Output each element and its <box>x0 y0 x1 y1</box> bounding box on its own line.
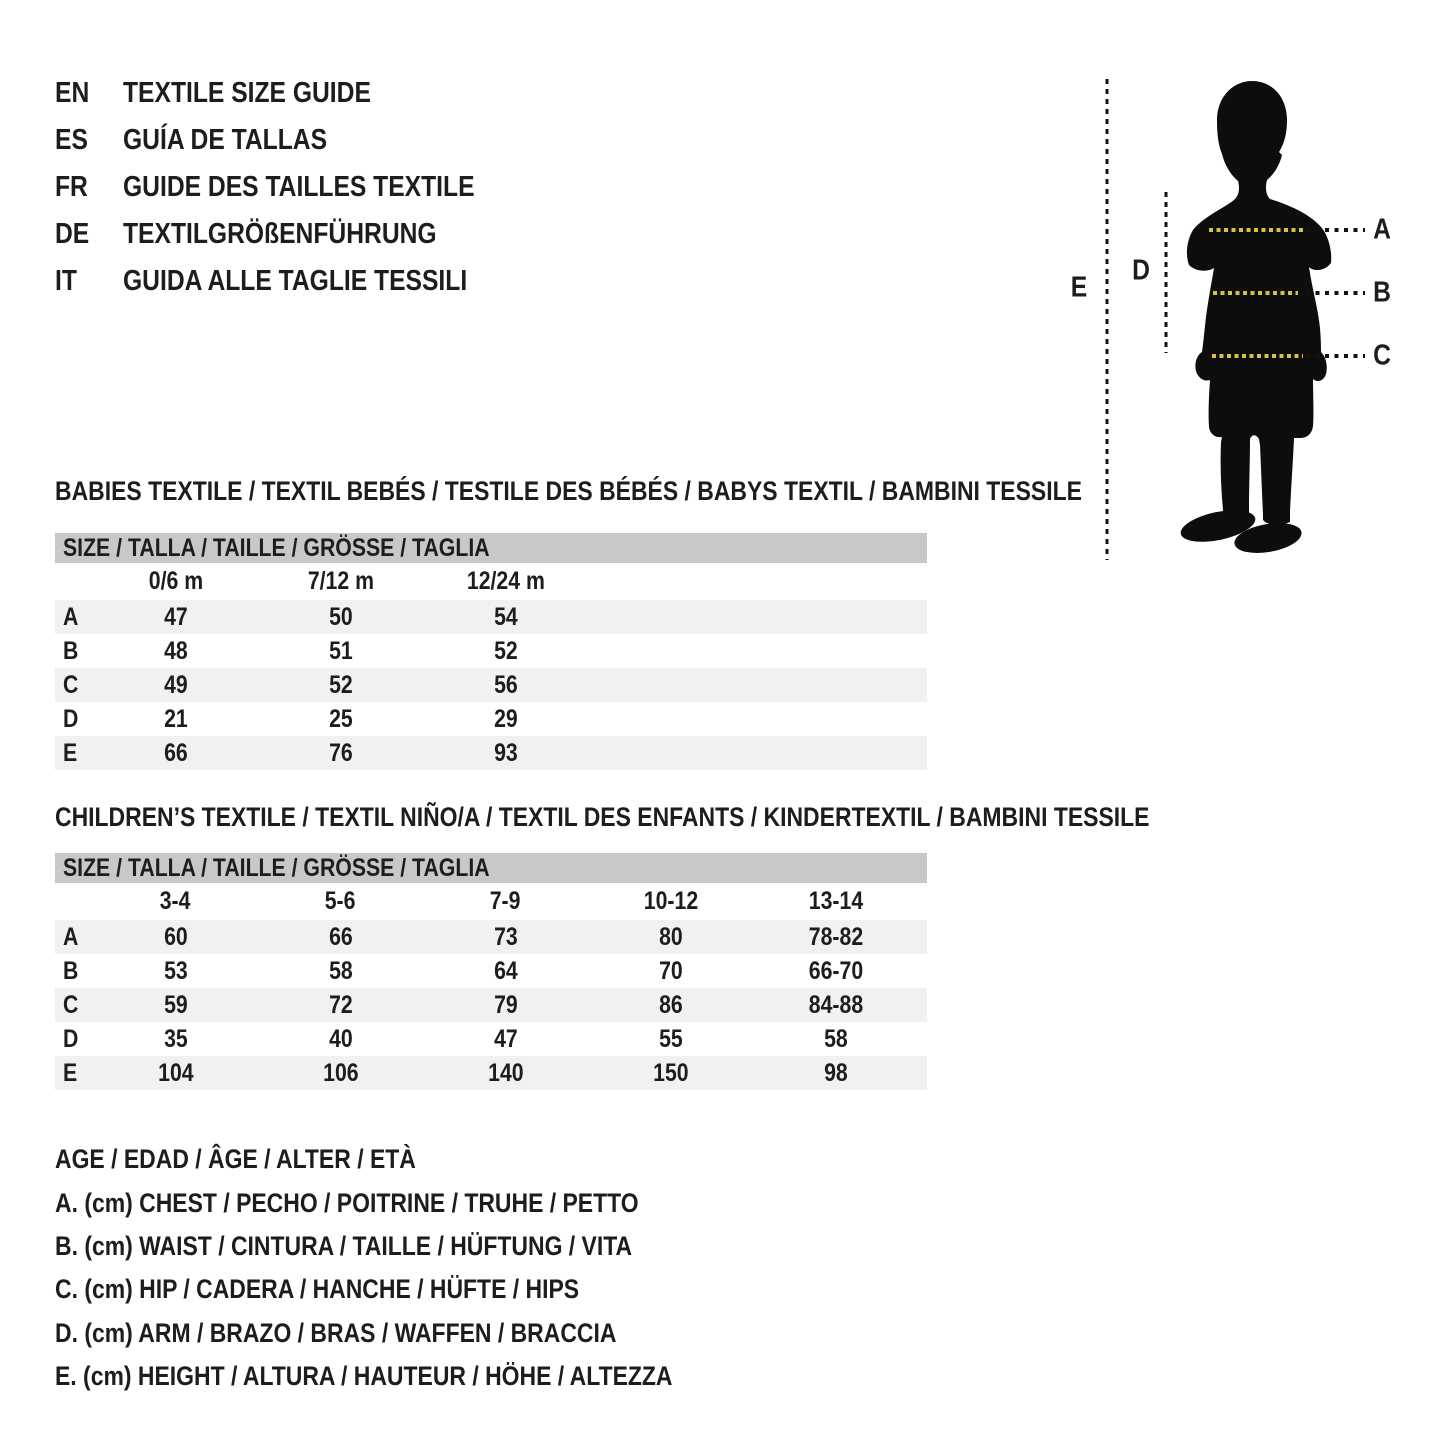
lang-code: EN <box>55 77 90 109</box>
measurement-cell: 52 <box>493 636 518 665</box>
legend-line-waist: B. (cm) WAIST / CINTURA / TAILLE / HÜFTUNG / VITA <box>55 1230 633 1261</box>
babies-row-c <box>55 668 927 702</box>
measurement-cell: 49 <box>163 670 188 699</box>
legend-line-arm: D. (cm) ARM / BRAZO / BRAS / WAFFEN / BRACCIA <box>55 1317 617 1348</box>
size-column-header: 3-4 <box>160 887 191 915</box>
row-label-spacer <box>55 563 93 600</box>
measurement-cell: 55 <box>658 1024 683 1053</box>
row-label: E <box>63 1058 78 1087</box>
babies-row-b <box>55 634 927 668</box>
lang-title: GUÍA DE TALLAS <box>123 124 328 156</box>
row-label: D <box>63 704 79 733</box>
row-label: A <box>63 922 79 951</box>
measurement-cell: 80 <box>658 922 683 951</box>
babies-row-d <box>55 702 927 736</box>
babies-columns-row <box>55 563 927 600</box>
size-column-header: 7-9 <box>490 887 521 915</box>
lang-code: FR <box>55 171 88 203</box>
measurement-cell: 50 <box>328 602 353 631</box>
lang-code: ES <box>55 124 88 156</box>
measurement-cell: 25 <box>328 704 353 733</box>
measurement-cell: 47 <box>163 602 188 631</box>
measurement-cell: 58 <box>328 956 353 985</box>
size-column-header: 7/12 m <box>307 567 374 595</box>
measurement-cell: 66 <box>163 738 188 767</box>
children-row-c <box>55 988 927 1022</box>
row-label: A <box>63 602 79 631</box>
measurement-cell: 86 <box>658 990 683 1019</box>
row-label: B <box>63 956 79 985</box>
children-size-table <box>55 853 927 1090</box>
measurement-cell: 56 <box>493 670 518 699</box>
babies-section-title-text: BABIES TEXTILE / TEXTIL BEBÉS / TESTILE DES BÉBÉS / BABYS TEXTIL / BAMBINI TESSILE <box>55 475 1082 506</box>
lang-code: DE <box>55 218 90 250</box>
size-column-header: 13-14 <box>808 887 863 915</box>
measurement-cell: 73 <box>493 922 518 951</box>
children-size-header-bar <box>55 853 927 883</box>
measurement-cell: 53 <box>163 956 188 985</box>
measurement-cell: 21 <box>163 704 188 733</box>
measurement-cell: 47 <box>493 1024 518 1053</box>
lang-title: GUIDA ALLE TAGLIE TESSILI <box>123 265 468 297</box>
children-row-d <box>55 1022 927 1056</box>
measurement-cell: 35 <box>163 1024 188 1053</box>
measurement-cell: 106 <box>322 1058 359 1087</box>
callout-label-chest-a: A <box>1373 213 1391 246</box>
measurement-cell: 59 <box>163 990 188 1019</box>
row-label: C <box>63 990 79 1019</box>
callout-label-arm-d: D <box>1132 254 1150 287</box>
measurement-cell: 66 <box>328 922 353 951</box>
lang-code: IT <box>55 265 77 297</box>
children-row-e <box>55 1056 927 1090</box>
legend-line-hip: C. (cm) HIP / CADERA / HANCHE / HÜFTE / HIPS <box>55 1274 580 1305</box>
measurement-cell: 29 <box>493 704 518 733</box>
measurement-cell: 140 <box>487 1058 524 1087</box>
measurement-legend <box>55 1138 781 1398</box>
babies-row-e <box>55 736 927 770</box>
measurement-cell: 84-88 <box>808 990 863 1019</box>
row-label: C <box>63 670 79 699</box>
measurement-cell: 54 <box>493 602 518 631</box>
size-header-text: SIZE / TALLA / TAILLE / GRÖSSE / TAGLIA <box>63 533 490 562</box>
measurement-cell: 58 <box>823 1024 848 1053</box>
callout-label-waist-b: B <box>1373 276 1391 309</box>
measurement-cell: 104 <box>157 1058 194 1087</box>
children-columns-row <box>55 883 927 920</box>
legend-line-age: AGE / EDAD / ÂGE / ALTER / ETÀ <box>55 1144 416 1175</box>
row-label: E <box>63 738 78 767</box>
measurement-cell: 93 <box>493 738 518 767</box>
legend-line-chest: A. (cm) CHEST / PECHO / POITRINE / TRUHE / PETTO <box>55 1187 639 1218</box>
row-label: B <box>63 636 79 665</box>
size-header-text: SIZE / TALLA / TAILLE / GRÖSSE / TAGLIA <box>63 853 490 882</box>
measurement-cell: 78-82 <box>808 922 863 951</box>
measurement-cell: 40 <box>328 1024 353 1053</box>
measurement-cell: 64 <box>493 956 518 985</box>
legend-line-height: E. (cm) HEIGHT / ALTURA / HAUTEUR / HÖHE / ALTEZZA <box>55 1361 673 1392</box>
babies-row-a <box>55 600 927 634</box>
child-silhouette <box>1187 81 1331 525</box>
children-section-title <box>55 802 1343 832</box>
measurement-cell: 72 <box>328 990 353 1019</box>
children-row-a <box>55 920 927 954</box>
lang-title: GUIDE DES TAILLES TEXTILE <box>123 171 475 203</box>
lang-title: TEXTILE SIZE GUIDE <box>123 77 371 109</box>
row-label-spacer <box>55 883 93 920</box>
babies-size-table <box>55 533 927 770</box>
measurement-cell: 66-70 <box>808 956 863 985</box>
measurement-cell: 70 <box>658 956 683 985</box>
size-column-header: 12/24 m <box>466 567 545 595</box>
measurement-cell: 76 <box>328 738 353 767</box>
babies-size-header-bar <box>55 533 927 563</box>
measurement-cell: 98 <box>823 1058 848 1087</box>
measurement-cell: 48 <box>163 636 188 665</box>
measurement-cell: 79 <box>493 990 518 1019</box>
measurement-cell: 51 <box>328 636 353 665</box>
size-column-header: 5-6 <box>325 887 356 915</box>
measurement-cell: 60 <box>163 922 188 951</box>
children-section-title-text: CHILDREN’S TEXTILE / TEXTIL NIÑO/A / TEXTIL DES ENFANTS / KINDERTEXTIL / BAMBINI TESSILE <box>55 801 1150 832</box>
callout-label-height-e: E <box>1070 271 1088 304</box>
measurement-cell: 150 <box>652 1058 689 1087</box>
callout-label-hip-c: C <box>1373 339 1391 372</box>
size-column-header: 10-12 <box>643 887 698 915</box>
babies-section-title <box>55 476 1263 506</box>
measurement-cell: 52 <box>328 670 353 699</box>
size-column-header: 0/6 m <box>148 567 203 595</box>
children-row-b <box>55 954 927 988</box>
row-label: D <box>63 1024 79 1053</box>
lang-title: TEXTILGRÖßENFÜHRUNG <box>123 218 437 250</box>
